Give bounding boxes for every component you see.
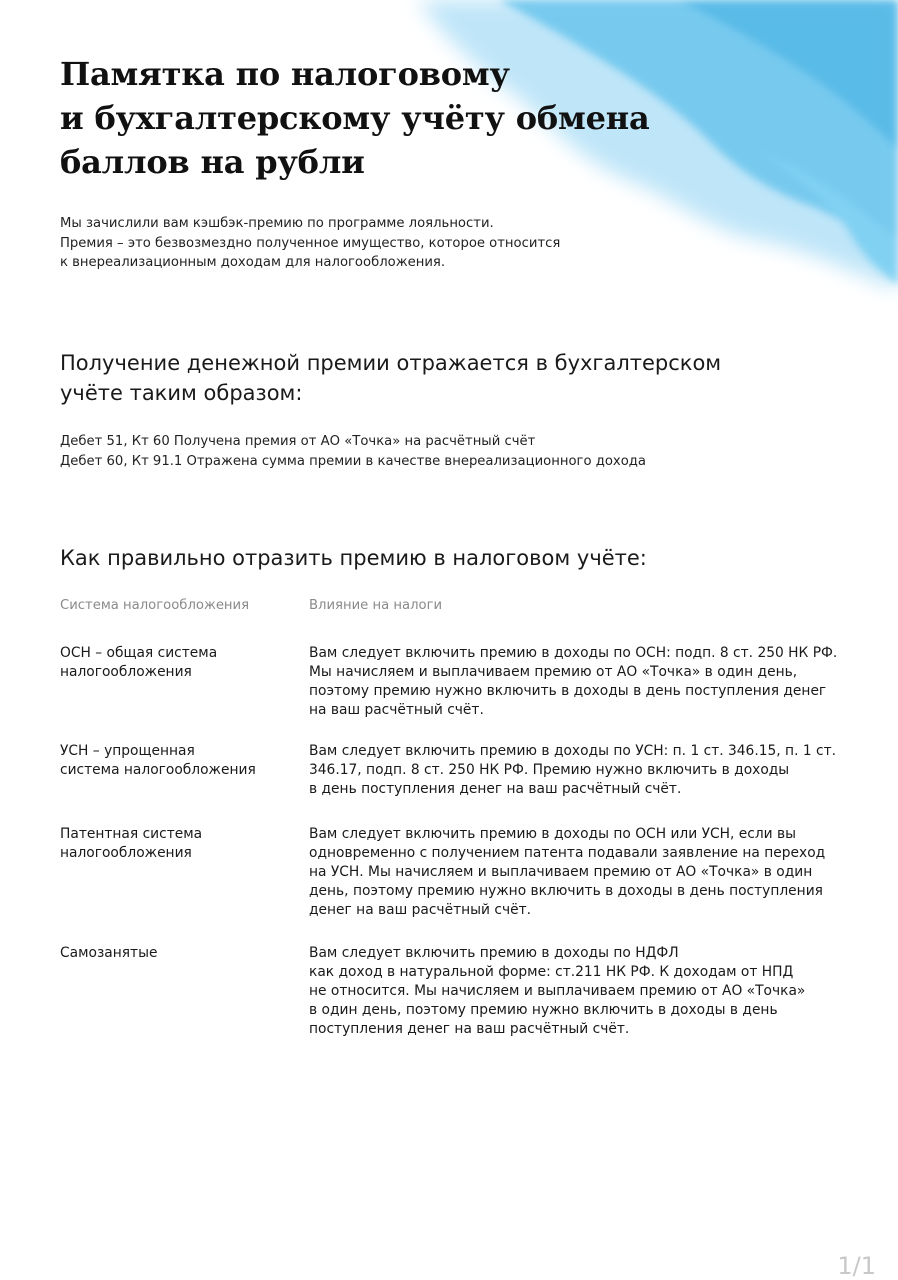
cell-line: одновременно с получением патента подавали заявление на переход (309, 845, 826, 861)
cell-line: поэтому премию нужно включить в доходы в день поступления денег (309, 683, 827, 699)
cell-line: не относится. Мы начисляем и выплачиваем премию от АО «Точка» (309, 983, 806, 999)
title-line: и бухгалтерскому учёту обмена (60, 99, 650, 137)
tax-system-cell (60, 644, 290, 682)
intro-line: Премия – это безвозмездно полученное имущество, которое относится (60, 235, 561, 251)
page-title (60, 52, 700, 184)
cell-line: налогообложения (60, 664, 192, 680)
cell-line: налогообложения (60, 845, 192, 861)
intro-paragraph (60, 214, 680, 273)
cell-line: Вам следует включить премию в доходы по УСН: п. 1 ст. 346.15, п. 1 ст. (309, 743, 837, 759)
accounting-entry: Дебет 60, Кт 91.1 Отражена сумма премии в качестве внереализационного дохода (60, 454, 646, 469)
cell-line: на ваш расчётный счёт. (309, 702, 484, 718)
cell-line: Патентная система (60, 826, 203, 842)
accounting-entry: Дебет 51, Кт 60 Получена премия от АО «Точка» на расчётный счёт (60, 434, 536, 449)
tax-effect-cell (309, 742, 869, 799)
tax-system-cell (60, 825, 290, 863)
tax-effect-cell (309, 944, 869, 1039)
title-line: Памятка по налоговому (60, 55, 510, 93)
tax-section-heading: Как правильно отразить премию в налоговом учёте: (60, 546, 647, 570)
intro-line: Мы зачислили вам кэшбэк-премию по программе лояльности. (60, 216, 494, 231)
page-counter: 1/1 (837, 1252, 876, 1280)
tax-system-cell (60, 742, 290, 780)
cell-line: Вам следует включить премию в доходы по ОСН: подп. 8 ст. 250 НК РФ. (309, 645, 838, 661)
cell-line: денег на ваш расчётный счёт. (309, 902, 532, 918)
title-line: баллов на рубли (60, 143, 365, 181)
cell-line: день, поэтому премию нужно включить в доходы в день поступления (309, 883, 823, 899)
tax-effect-cell (309, 644, 869, 720)
cell-line: УСН – упрощенная (60, 743, 195, 759)
cell-line: на УСН. Мы начисляем и выплачиваем премию от АО «Точка» в один (309, 864, 813, 880)
cell-line: 346.17, подп. 8 ст. 250 НК РФ. Премию нужно включить в доходы (309, 762, 790, 778)
tax-effect-cell (309, 825, 869, 920)
cell-line: Самозанятые (60, 945, 158, 961)
heading-line: Получение денежной премии отражается в бухгалтерском (60, 351, 722, 375)
accounting-section-heading (60, 348, 840, 408)
cell-line: в день поступления денег на ваш расчётный счёт. (309, 781, 682, 797)
cell-line: Вам следует включить премию в доходы по ОСН или УСН, если вы (309, 826, 797, 842)
cell-line: ОСН – общая система (60, 645, 218, 661)
cell-line: как доход в натуральной форме: ст.211 НК РФ. К доходам от НПД (309, 964, 794, 980)
tax-system-cell (60, 944, 290, 963)
cell-line: Вам следует включить премию в доходы по НДФЛ (309, 945, 679, 961)
accounting-entries (60, 432, 646, 472)
cell-line: система налогообложения (60, 762, 256, 778)
column-header-effect: Влияние на налоги (309, 598, 443, 613)
column-header-system: Система налогообложения (60, 598, 250, 613)
heading-line: учёте таким образом: (60, 381, 303, 405)
cell-line: поступления денег на ваш расчётный счёт. (309, 1021, 630, 1037)
intro-line: к внереализационным доходам для налогообложения. (60, 255, 446, 270)
cell-line: Мы начисляем и выплачиваем премию от АО «Точка» в один день, (309, 664, 798, 680)
cell-line: в один день, поэтому премию нужно включить в доходы в день (309, 1002, 778, 1018)
